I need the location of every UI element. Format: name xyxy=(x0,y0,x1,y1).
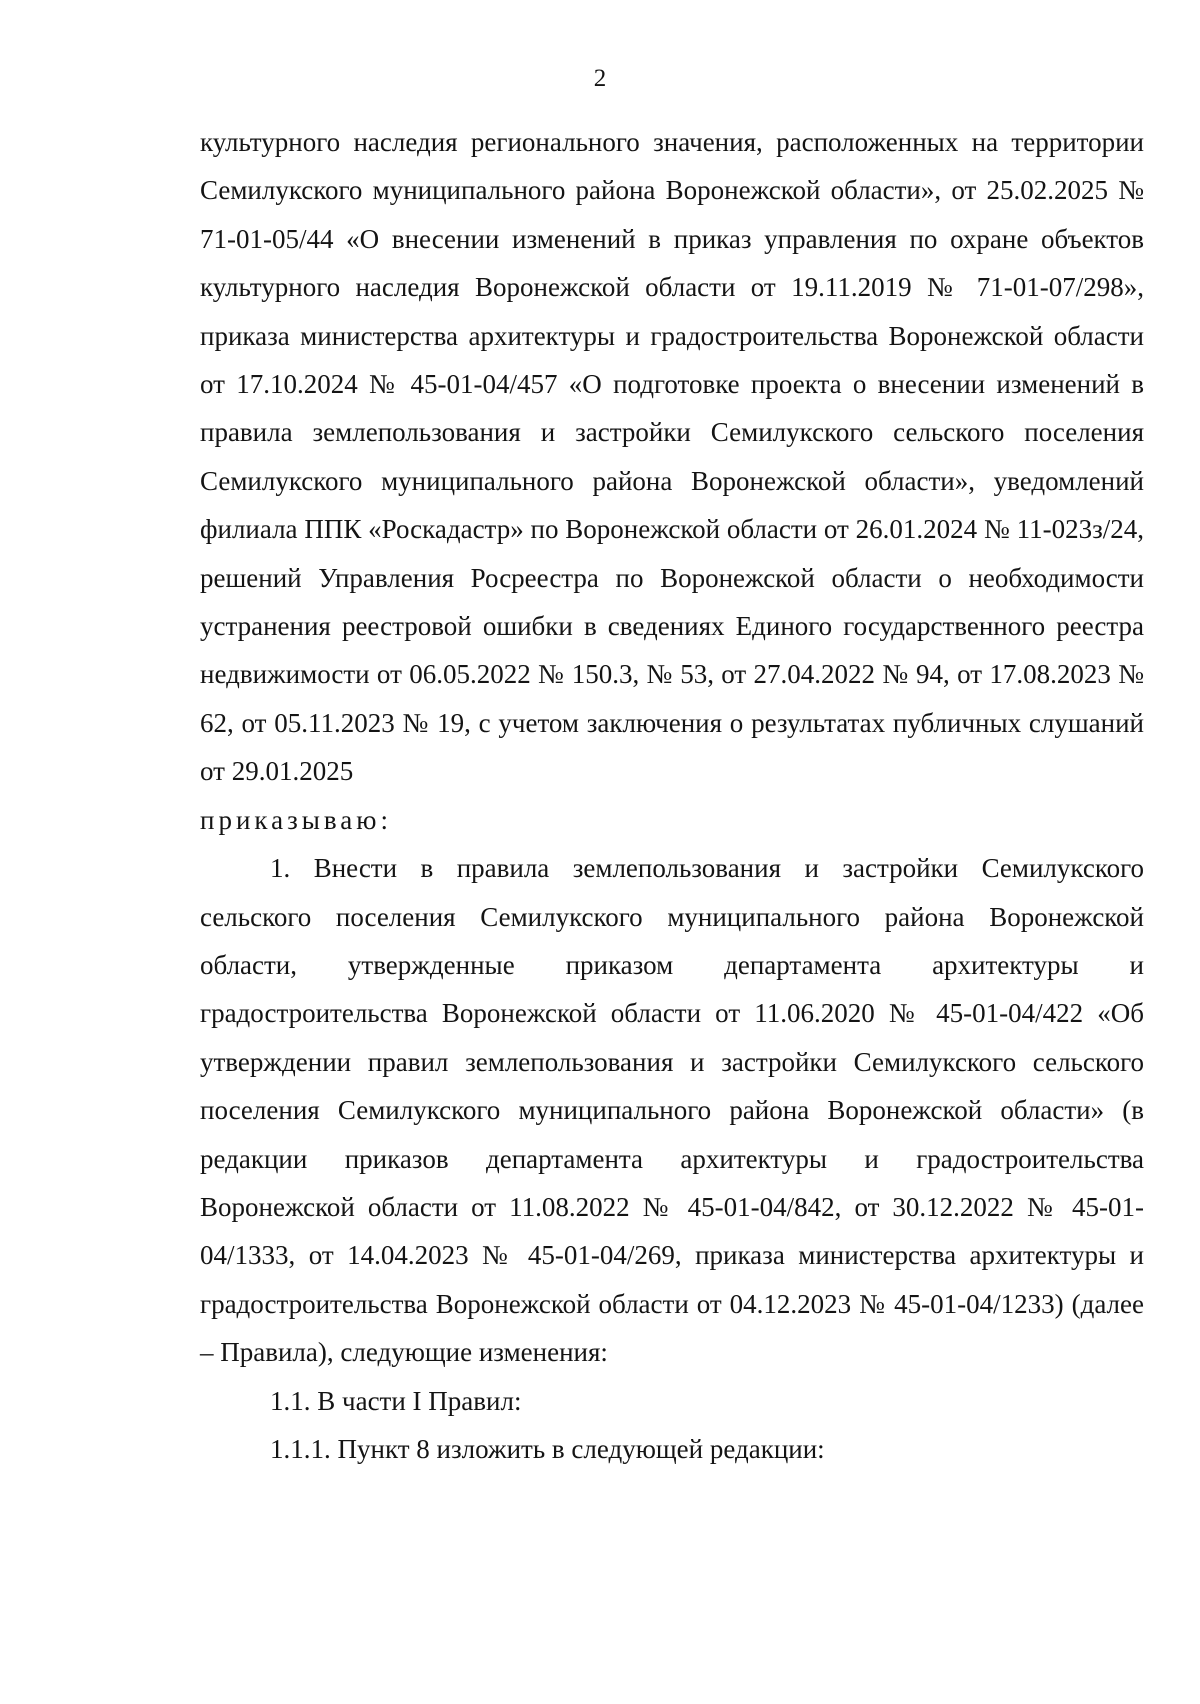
paragraph-item-1-1-1: 1.1.1. Пункт 8 изложить в следующей редакции: xyxy=(270,1433,825,1464)
page-number: 2 xyxy=(593,65,607,92)
paragraph-continuation: культурного наследия регионального значения, расположенных на территории Семилукского муниципального района Воронежской области», от 25.02.2025 № 71-01-05/44 «О внесении изменений в приказ управления по охране объектов культурного наследия Воронежской области от 19.11.2019 № 71-01-07/298», приказа министерства архитектуры и градостроительства Воронежской области от 17.10.2024 № 45-01-04/457 «О подготовке проекта о внесении изменений в правила землепользования и застройки Семилукского сельского поселения Семилукского муниципального района Воронежской области», уведомлений филиала ППК «Роскадастр» по Воронежской области от 26.01.2024 № 11-023з/24, решений Управления Росреестра по Воронежской области о необходимости устранения реестровой ошибки в сведениях Единого государственного реестра недвижимости от 06.05.2022 № 150.3, № 53, от 27.04.2022 № 94, от 17.08.2023 № 62, от 05.11.2023 № 19, с учетом заключения о результатах публичных слушаний от 29.01.2025 xyxy=(200,127,1144,787)
order-word: приказываю: xyxy=(200,804,392,835)
document-body xyxy=(200,118,1144,1473)
paragraph-item-1-1: 1.1. В части I Правил: xyxy=(270,1385,522,1416)
paragraph-item-1: 1. Внести в правила землепользования и застройки Семилукского сельского поселения Семилукского муниципального района Воронежской области, утвержденные приказом департамента архитектуры и градостроительства Воронежской области от 11.06.2020 № 45-01-04/422 «Об утверждении правил землепользования и застройки Семилукского сельского поселения Семилукского муниципального района Воронежской области» (в редакции приказов департамента архитектуры и градостроительства Воронежской области от 11.08.2022 № 45-01-04/842, от 30.12.2022 № 45-01-04/1333, от 14.04.2023 № 45-01-04/269, приказа министерства архитектуры и градостроительства Воронежской области от 04.12.2023 № 45-01-04/1233) (далее – Правила), следующие изменения: xyxy=(200,853,1144,1368)
